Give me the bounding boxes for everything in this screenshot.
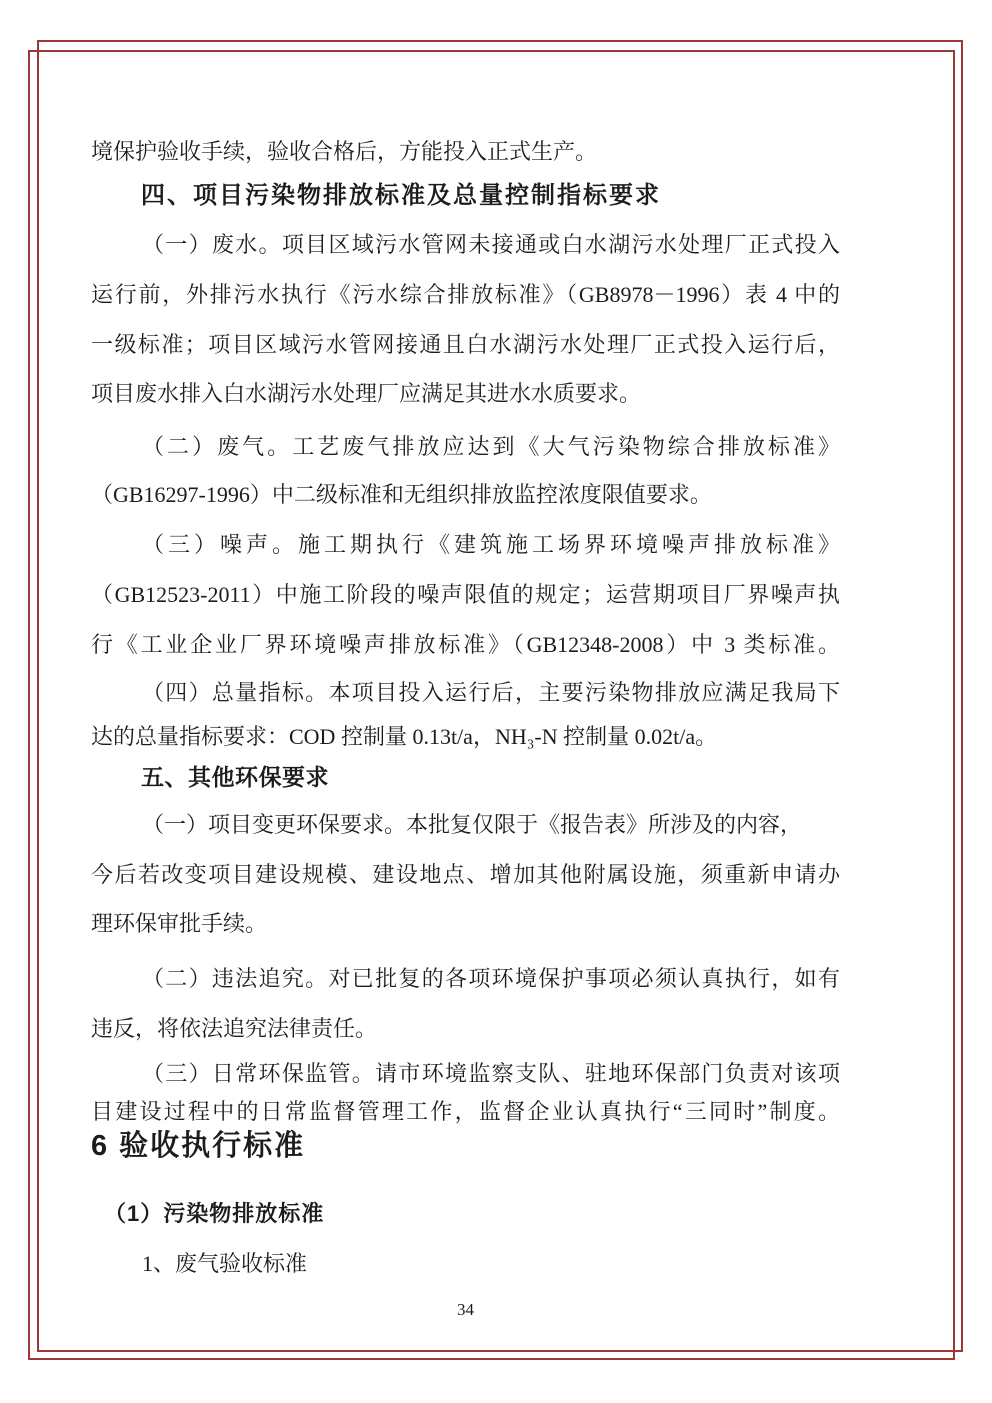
paragraph-line: （二）违法追究。对已批复的各项环境保护事项必须认真执行，如有 — [142, 966, 840, 991]
paragraph-continuation-line: 境保护验收手续，验收合格后，方能投入正式生产。 — [91, 139, 598, 164]
paragraph-line: 项目废水排入白水湖污水处理厂应满足其进水水质要求。 — [91, 381, 642, 406]
paragraph-line: 运行前，外排污水执行《污水综合排放标准》（GB8978－1996）表 4 中的 — [91, 282, 840, 307]
section-heading-four: 四、项目污染物排放标准及总量控制指标要求 — [141, 182, 661, 209]
paragraph-line: 目建设过程中的日常监督管理工作，监督企业认真执行“三同时”制度。 — [91, 1099, 840, 1124]
paragraph-line: 今后若改变项目建设规模、建设地点、增加其他附属设施，须重新申请办 — [91, 862, 840, 887]
paragraph-line: （三）噪声。施工期执行《建筑施工场界环境噪声排放标准》 — [142, 532, 840, 557]
chapter-heading-6: 6 验收执行标准 — [91, 1130, 306, 1162]
paragraph-line: （二）废气。工艺废气排放应达到《大气污染物综合排放标准》 — [142, 434, 840, 459]
paragraph-line: （一）废水。项目区域污水管网未接通或白水湖污水处理厂正式投入 — [142, 232, 840, 257]
paragraph-line: （GB12523-2011）中施工阶段的噪声限值的规定；运营期项目厂界噪声执 — [91, 582, 840, 607]
paragraph-line: 理环保审批手续。 — [91, 911, 268, 936]
paragraph-line: 达的总量指标要求：COD 控制量 0.13t/a，NH₃-N 控制量 0.02t/a。 — [91, 724, 718, 749]
paragraph-line: （三）日常环保监管。请市环境监察支队、驻地环保部门负责对该项 — [142, 1061, 840, 1086]
paragraph-line: （四）总量指标。本项目投入运行后，主要污染物排放应满足我局下 — [142, 680, 840, 705]
paragraph-line: （GB16297-1996）中二级标准和无组织排放监控浓度限值要求。 — [91, 482, 712, 507]
section-heading-five: 五、其他环保要求 — [141, 764, 329, 790]
subsection-heading-1: （1）污染物排放标准 — [104, 1201, 325, 1226]
paragraph-line: （一）项目变更环保要求。本批复仅限于《报告表》所涉及的内容， — [142, 812, 803, 837]
paragraph-line: 一级标准；项目区域污水管网接通且白水湖污水处理厂正式投入运行后， — [91, 332, 840, 357]
paragraph-line: 违反，将依法追究法律责任。 — [91, 1016, 378, 1041]
list-item-heading: 1、废气验收标准 — [142, 1251, 308, 1276]
paragraph-line: 行《工业企业厂界环境噪声排放标准》（GB12348-2008）中 3 类标准。 — [91, 632, 840, 657]
page-number: 34 — [457, 1300, 474, 1319]
